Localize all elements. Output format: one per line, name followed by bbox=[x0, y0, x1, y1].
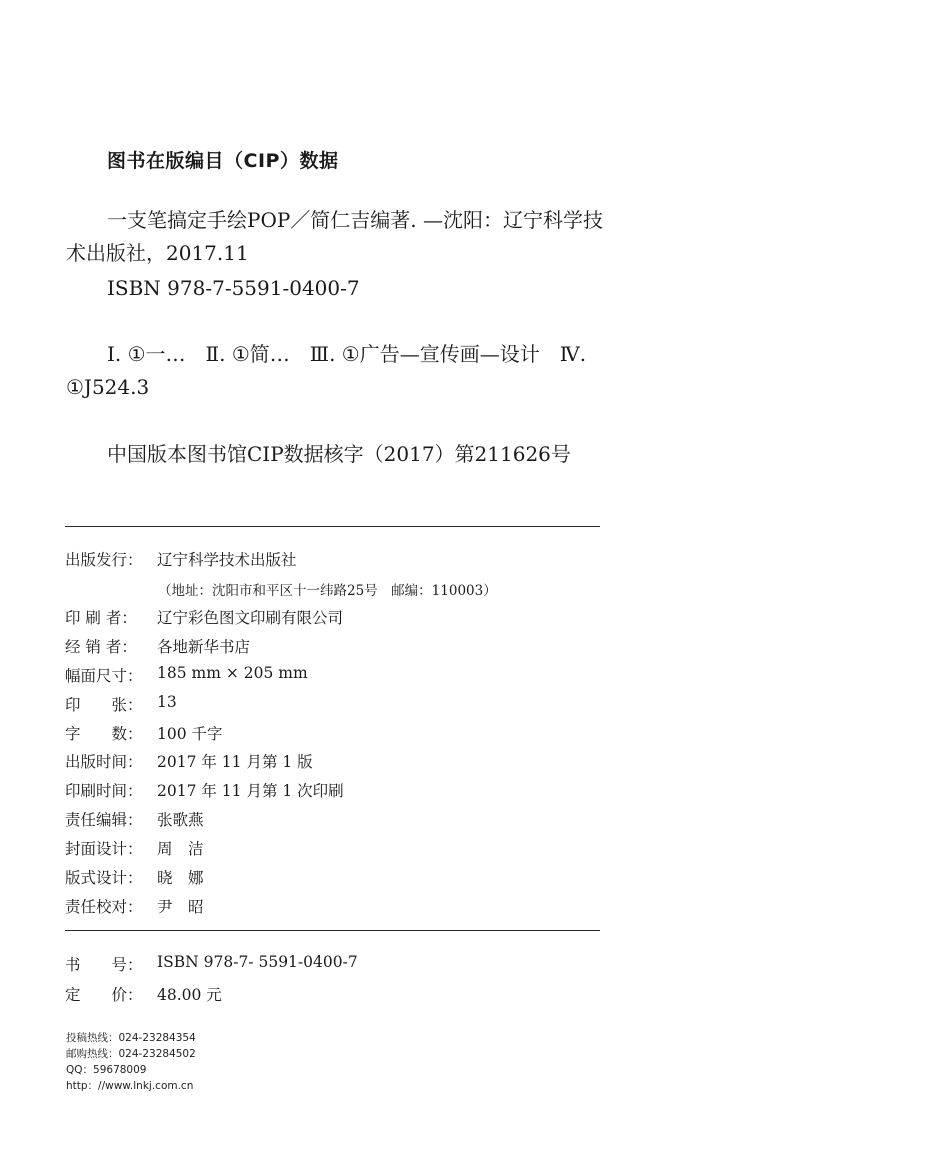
info-row-price bbox=[65, 983, 222, 1005]
info-label: 出版时间： bbox=[65, 753, 143, 771]
info-label: 印 刷 者： bbox=[65, 609, 137, 627]
contact-qq: QQ：59678009 bbox=[66, 1064, 147, 1076]
info-label: 责任编辑： bbox=[65, 811, 143, 829]
info-row-editor bbox=[65, 808, 204, 830]
info-row-sheets bbox=[65, 693, 177, 715]
info-value: 2017 年 11 月第 1 版 bbox=[157, 753, 313, 771]
info-value: 晓 娜 bbox=[157, 869, 204, 887]
info-row-cover-design bbox=[65, 837, 204, 859]
contact-mail-order-line: 邮购热线：024-23284502 bbox=[66, 1048, 196, 1060]
info-value: 周 洁 bbox=[157, 840, 204, 858]
info-value: 100 千字 bbox=[157, 725, 223, 743]
divider-top bbox=[65, 526, 600, 527]
publisher-address: （地址：沈阳市和平区十一纬路25号 邮编：110003） bbox=[158, 583, 497, 599]
cip-title-paragraph: 一支笔搞定手绘POP／简仁吉编著. —沈阳：辽宁科学技术出版社，2017.11 bbox=[66, 208, 604, 265]
info-label: 定 价： bbox=[65, 986, 143, 1004]
info-row-format bbox=[65, 664, 308, 686]
cip-classification: Ⅰ. ①一… Ⅱ. ①简… Ⅲ. ①广告—宣传画—设计 Ⅳ. ①J524.3 bbox=[66, 342, 587, 399]
info-value: 尹 昭 bbox=[157, 898, 204, 916]
divider-bottom bbox=[65, 930, 600, 931]
cip-library-number: 中国版本图书馆CIP数据核字（2017）第211626号 bbox=[107, 442, 571, 466]
info-value: 185 mm × 205 mm bbox=[157, 664, 308, 682]
info-row-proofreader bbox=[65, 895, 204, 917]
info-row-printer bbox=[65, 606, 343, 628]
contact-website[interactable]: http：//www.lnkj.com.cn bbox=[66, 1080, 194, 1092]
info-value: 13 bbox=[157, 693, 177, 711]
info-label: 书 号： bbox=[65, 956, 143, 974]
info-label: 印刷时间： bbox=[65, 782, 143, 800]
info-value: 2017 年 11 月第 1 次印刷 bbox=[157, 782, 344, 800]
cip-isbn: ISBN 978-7-5591-0400-7 bbox=[107, 276, 360, 300]
info-value: 辽宁科学技术出版社 bbox=[157, 551, 297, 569]
info-label: 责任校对： bbox=[65, 898, 143, 916]
contact-submission-line: 投稿热线：024-23284354 bbox=[66, 1032, 196, 1044]
cip-heading: 图书在版编目（CIP）数据 bbox=[107, 150, 339, 172]
info-value: 辽宁彩色图文印刷有限公司 bbox=[157, 609, 344, 627]
info-label: 版式设计： bbox=[65, 869, 143, 887]
info-label: 幅面尺寸： bbox=[65, 667, 143, 685]
info-label: 封面设计： bbox=[65, 840, 143, 858]
info-label: 字 数： bbox=[65, 725, 143, 743]
info-label: 经 销 者： bbox=[65, 638, 137, 656]
info-value: 张歌燕 bbox=[157, 811, 204, 829]
info-row-layout-design bbox=[65, 866, 204, 888]
info-row-print-date bbox=[65, 779, 344, 801]
info-row-publish-date bbox=[65, 750, 313, 772]
info-value: 各地新华书店 bbox=[157, 638, 251, 656]
info-row-publisher bbox=[65, 548, 297, 570]
info-row-book-number bbox=[65, 953, 358, 975]
info-value: 48.00 元 bbox=[157, 986, 222, 1004]
info-row-word-count bbox=[65, 722, 223, 744]
info-label: 印 张： bbox=[65, 696, 143, 714]
info-row-distributor bbox=[65, 635, 250, 657]
info-value: ISBN 978-7- 5591-0400-7 bbox=[157, 953, 358, 971]
info-label: 出版发行： bbox=[65, 551, 143, 569]
